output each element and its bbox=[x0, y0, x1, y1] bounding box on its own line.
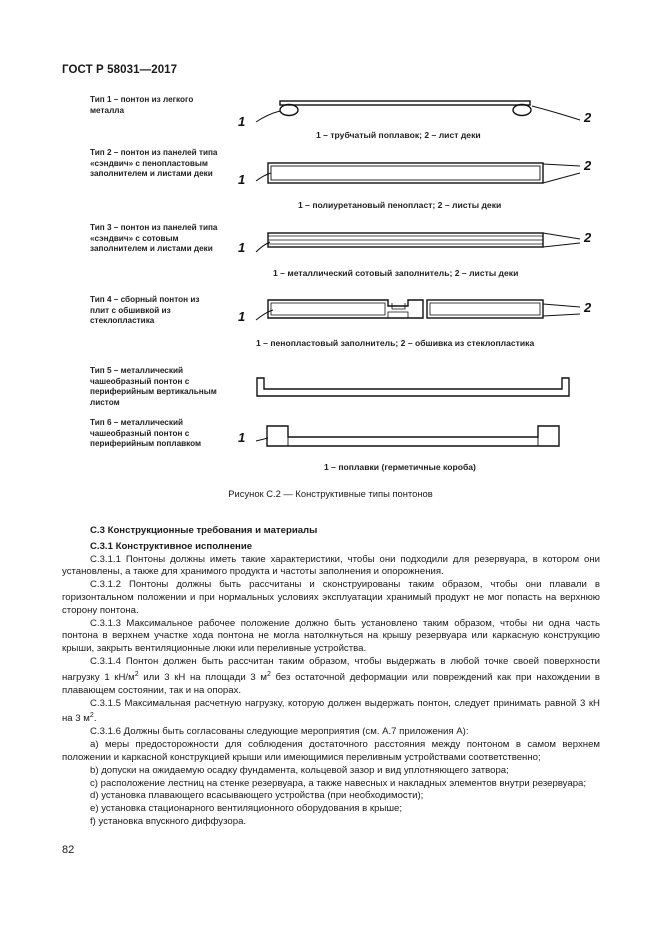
marker-2-type-3: 2 bbox=[584, 230, 592, 245]
section-text bbox=[62, 525, 600, 829]
type-2-caption: 1 – полиуретановый пенопласт; 2 – листы деки bbox=[298, 200, 502, 210]
marker-1-type-2: 1 bbox=[238, 172, 246, 187]
marker-2-type-2: 2 bbox=[584, 158, 592, 173]
marker-1-type-1: 1 bbox=[238, 114, 246, 129]
type-3-label: Тип 3 – понтон из панелей типа «сэндвич» с сотовым заполнителем и листами деки bbox=[90, 223, 218, 254]
paragraph-c313: С.3.1.3 Максимальное рабочее положение должно быть установлено таким образом, чтобы ни одна часть понтона в верхнем участке хода понтона не могла натолкнуться на крышу резервуара или каркасную конструкцию крыши, закрыть вентиляционные люки или переливные устройства. bbox=[62, 617, 600, 655]
document-code: ГОСТ Р 58031—2017 bbox=[62, 64, 178, 76]
paragraph-c314: С.3.1.4 Понтон должен быть рассчитан таким образом, чтобы выдержать в любой точке своей поверхности нагрузку 1 $кН/м^2$ или 3 кН на площади 3 $м^2$ без остаточной деформации или повреждений как при нахождении в плавающем состоянии, так и на опорах. bbox=[62, 655, 600, 696]
paragraph-c315: С.3.1.5 Максимальная расчетную нагрузку, которую должен выдержать понтон, следует принимать равной 3 кН на 3 $м^2$. bbox=[62, 697, 600, 725]
type-3-drawing bbox=[256, 233, 580, 252]
list-item: а) меры предосторожности для соблюдения достаточного расстояния между понтоном в самом верхнем положении и каркасной конструкцией крыши или имеющимися переливным устройствами соответственно; bbox=[62, 739, 600, 763]
type-4-caption: 1 – пенопластовый заполнитель; 2 – обшивка из стеклопластика bbox=[256, 338, 535, 348]
page-number: 82 bbox=[62, 844, 75, 856]
type-5-label: Тип 5 – металлический чашеобразный понтон с периферийным вертикальным листом bbox=[90, 366, 217, 407]
paragraph-c312: С.3.1.2 Понтоны должны быть рассчитаны и сконструированы таким образом, чтобы они плавали в горизонтальном положении и при нормальных условиях эксплуатации хранимый продукт не мог попасть на верхнюю сторону понтона. bbox=[62, 579, 600, 616]
type-1-caption: 1 – трубчатый поплавок; 2 – лист деки bbox=[316, 130, 481, 140]
type-6-label: Тип 6 – металлический чашеобразный понтон с периферийным поплавком bbox=[90, 418, 202, 449]
list-item: b) допуски на ожидаемую осадку фундамента, кольцевой зазор и вид уплотняющего затвора; bbox=[90, 764, 509, 776]
marker-1-type-4: 1 bbox=[238, 309, 246, 324]
list-item: e) установка стационарного вентиляционного оборудования в крыше; bbox=[90, 803, 403, 815]
marker-2-type-1: 2 bbox=[584, 110, 592, 125]
type-6-drawing bbox=[256, 426, 559, 446]
list-item: f) установка впускного диффузора. bbox=[90, 815, 247, 827]
subsection-heading: С.3.1 Конструктивное исполнение bbox=[90, 540, 253, 552]
type-1-label: Тип 1 – понтон из легкого металла bbox=[90, 95, 194, 115]
type-2-label: Тип 2 – понтон из панелей типа «сэндвич» с пенопластовым заполнителем и листами деки bbox=[90, 148, 218, 179]
marker-1-type-6: 1 bbox=[238, 430, 246, 445]
paragraph-c311: С.3.1.1 Понтоны должны иметь такие характеристики, чтобы они подходили для резервуара, в котором они установлены, а также для хранимого продукта и частоты заполнения и опорожнения. bbox=[62, 553, 600, 578]
list-item: d) установка плавающего всасывающего устройства (при необходимости); bbox=[90, 790, 424, 802]
type-5-drawing bbox=[257, 378, 569, 396]
section-heading: С.3 Конструкционные требования и материалы bbox=[90, 525, 318, 536]
type-4-drawing bbox=[256, 300, 580, 320]
paragraph-c316: С.3.1.6 Должны быть согласованы следующие мероприятия (см. А.7 приложения А): bbox=[90, 726, 469, 738]
type-3-caption: 1 – металлический сотовый заполнитель; 2 – листы деки bbox=[273, 268, 519, 278]
type-2-drawing bbox=[256, 163, 580, 183]
list-item: c) расположение лестниц на стенке резервуара, а также навесных и накладных элементов внутри резервуара; bbox=[90, 777, 587, 789]
type-6-caption: 1 – поплавки (герметичные короба) bbox=[324, 462, 476, 472]
type-4-label: Тип 4 – сборный понтон из плит с обшивкой из стеклопластика bbox=[90, 295, 200, 326]
marker-1-type-3: 1 bbox=[238, 240, 246, 255]
marker-2-type-4: 2 bbox=[584, 300, 592, 315]
type-1-drawing bbox=[256, 101, 580, 122]
figure-caption: Рисунок С.2 — Конструктивные типы понтонов bbox=[228, 488, 433, 499]
